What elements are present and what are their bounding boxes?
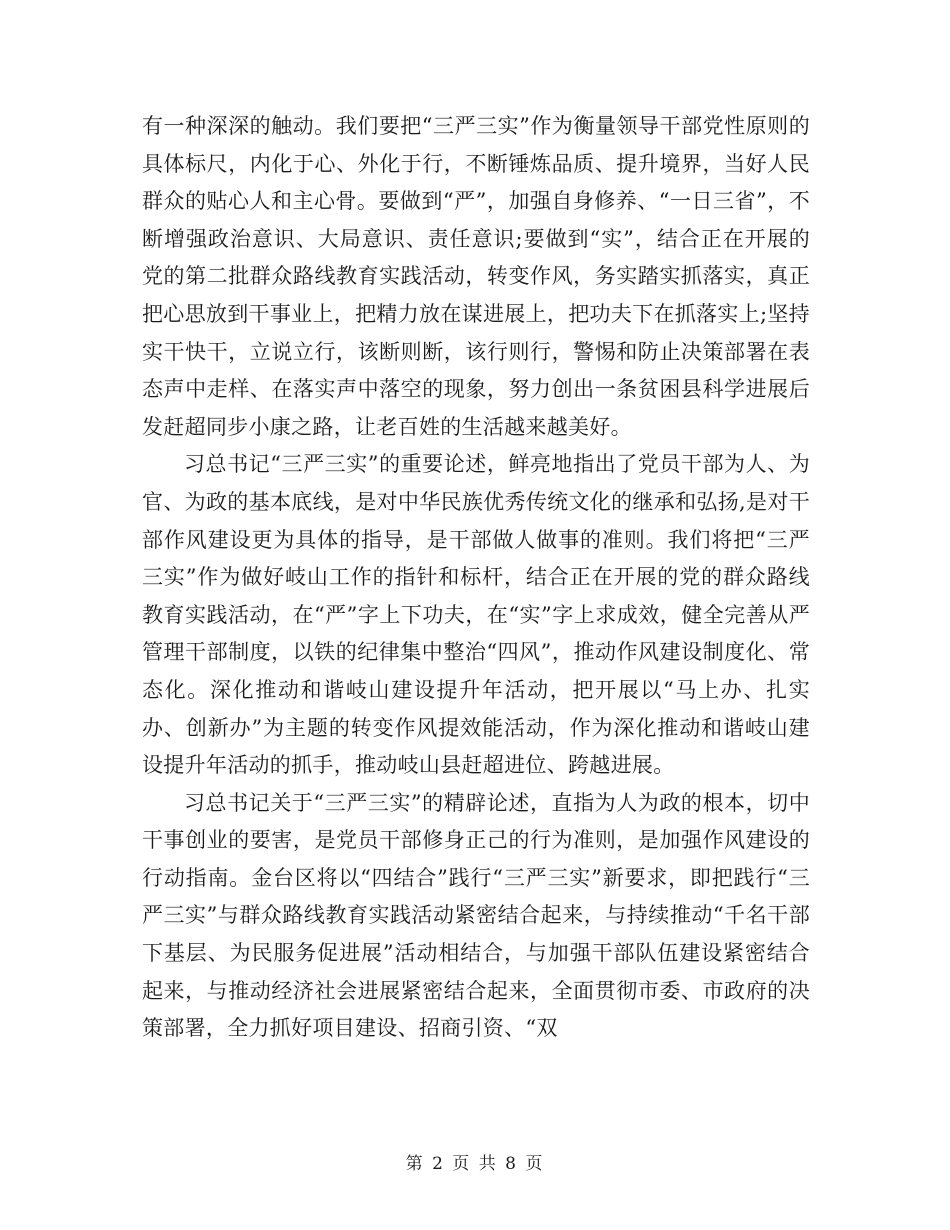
page-number-footer: 第 2 页 共 8 页 xyxy=(405,1154,545,1174)
document-body xyxy=(142,108,810,1048)
paragraph-1: 有一种深深的触动。我们要把“三严三实”作为衡量领导干部党性原则的具体标尺，内化于心、外化于行，不断锤炼品质、提升境界，当好人民群众的贴心人和主心骨。要做到“严”，加强自身修养、“一日三省”，不断增强政治意识、大局意识、责任意识;要做到“实”，结合正在开展的党的第二批群众路线教育实践活动，转变作风，务实踏实抓落实，真正把心思放到干事业上，把精力放在谋进展上，把功夫下在抓落实上;坚持实干快干，立说立行，该断则断，该行则行，警惕和防止决策部署在表态声中走样、在落实声中落空的现象，努力创出一条贫困县科学进展后发赶超同步小康之路，让老百姓的生活越来越美好。 xyxy=(142,114,810,439)
paragraph-2: 习总书记“三严三实”的重要论述，鲜亮地指出了党员干部为人、为官、为政的基本底线，是对中华民族优秀传统文化的继承和弘扬,是对干部作风建设更为具体的指导，是干部做人做事的准则。我们将把“三严三实”作为做好岐山工作的指针和标杆，结合正在开展的党的群众路线教育实践活动，在“严”字上下功夫，在“实”字上求成效，健全完善从严管理干部制度，以铁的纪律集中整治“四风”，推动作风建设制度化、常态化。深化推动和谐岐山建设提升年活动，把开展以“马上办、扎实办、创新办”为主题的转变作风提效能活动，作为深化推动和谐岐山建设提升年活动的抓手，推动岐山县赶超进位、跨越进展。 xyxy=(142,452,810,778)
paragraph-3: 习总书记关于“三严三实”的精辟论述，直指为人为政的根本，切中干事创业的要害，是党员干部修身正己的行为准则，是加强作风建设的行动指南。金台区将以“四结合”践行“三严三实”新要求，即把践行“三严三实”与群众路线教育实践活动紧密结合起来，与持续推动“千名干部下基层、为民服务促进展”活动相结合，与加强干部队伍建设紧密结合起来，与推动经济社会进展紧密结合起来，全面贯彻市委、市政府的决策部署，全力抓好项目建设、招商引资、“双 xyxy=(142,790,810,1041)
